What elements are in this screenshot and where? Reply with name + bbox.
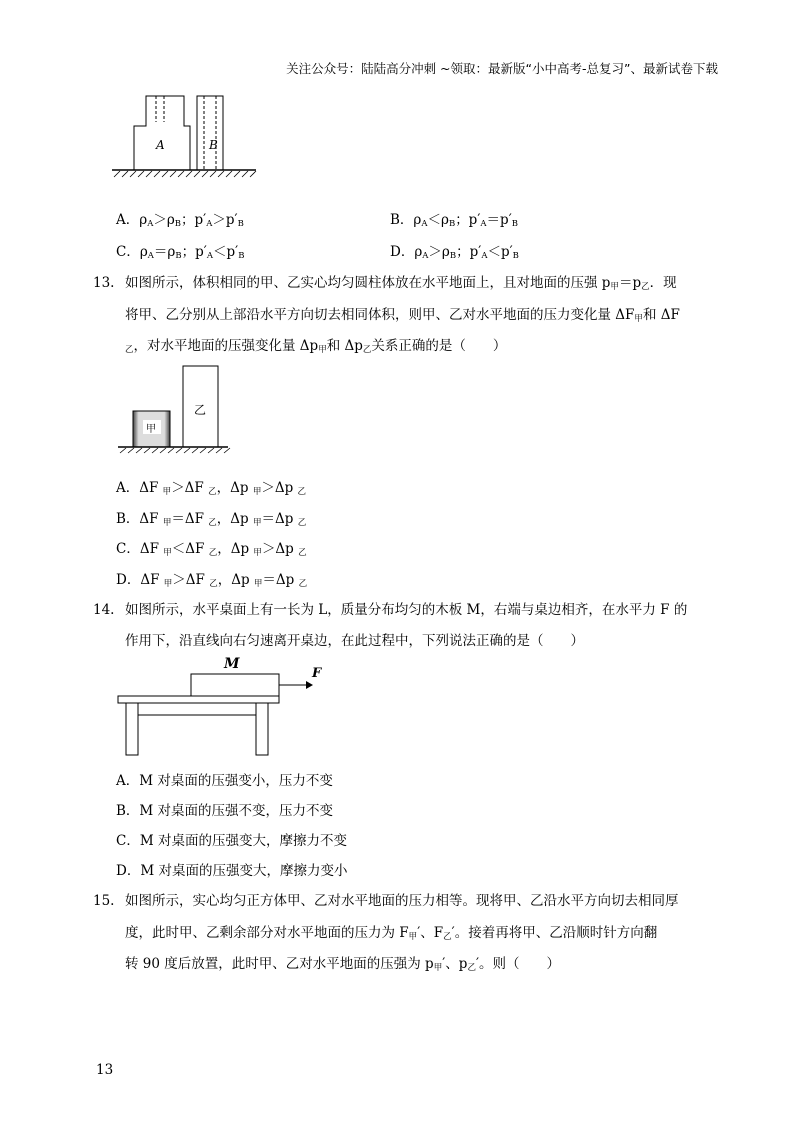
board-m (191, 674, 279, 696)
q13-line-1: 如图所示，体积相同的甲、乙实心均匀圆柱体放在水平地面上，且对地面的压强 $p_甲=p_乙$．现 (125, 275, 677, 292)
block-b-outline (197, 96, 223, 170)
q15-number: 15. (93, 893, 115, 909)
table-leg-left (126, 703, 138, 755)
page-number: 13 (96, 1062, 114, 1078)
page-header: 关注公众号：陆陆高分冲刺 ~领取：最新版“小中高考-总复习”、最新试卷下载 (286, 61, 718, 76)
q14-option-b[interactable]: B．M 对桌面的压强不变，压力不变 (116, 803, 334, 819)
q12-option-c[interactable]: C．$\rho_A=\rho_B$；$p'_A<p'_B$ (116, 244, 245, 261)
q12-option-d[interactable]: D．$\rho_A>\rho_B$；$p'_A<p'_B$ (390, 244, 519, 261)
label-yi: 乙 (194, 403, 207, 417)
q12-option-b[interactable]: B．$\rho_A<\rho_B$；$p'_A=p'_B$ (390, 212, 519, 229)
q13-figure (116, 360, 236, 455)
block-a-outline (134, 96, 190, 170)
q13-number: 13. (93, 275, 115, 291)
q13-option-b[interactable]: B．ΔF $_甲$＝ΔF $_乙$，Δp $_甲$＝Δp $_乙$ (116, 511, 307, 528)
q13-option-a[interactable]: A．ΔF $_甲$＞ΔF $_乙$，Δp $_甲$＞Δp $_乙$ (116, 480, 307, 497)
label-jia: 甲 (146, 424, 156, 435)
q15-line-3: 转 90 度后放置，此时甲、乙对水平地面的压强为 $p_甲'$、$p_乙'$。则（ ） (125, 956, 561, 973)
q14-option-d[interactable]: D．M 对桌面的压强变大，摩擦力变小 (116, 863, 348, 879)
q12-figure (110, 92, 270, 182)
q12-option-a[interactable]: A．$\rho_A>\rho_B$；$p'_A>p'_B$ (116, 212, 244, 229)
q15-line-1: 如图所示，实心均匀正方体甲、乙对水平地面的压力相等。现将甲、乙沿水平方向切去相同厚 (125, 893, 679, 909)
label-f: F (312, 666, 322, 681)
q14-figure (116, 655, 336, 760)
q14-option-c[interactable]: C．M 对桌面的压强变大，摩擦力不变 (116, 833, 347, 849)
q14-line-2: 作用下，沿直线向右匀速离开桌边，在此过程中，下列说法正确的是（ ） (125, 633, 584, 649)
label-b: B (209, 138, 218, 152)
q13-option-d[interactable]: D．ΔF $_甲$＞ΔF $_乙$，Δp $_甲$＝Δp $_乙$ (116, 572, 308, 589)
label-a: A (156, 138, 165, 152)
tabletop (118, 696, 279, 703)
q13-line-2: 将甲、乙分别从上部沿水平方向切去相同体积，则甲、乙对水平地面的压力变化量 $\Delta F_甲$和 ΔF (125, 307, 680, 324)
q14-option-a[interactable]: A．M 对桌面的压强变小，压力不变 (116, 773, 333, 789)
q14-line-1: 如图所示，水平桌面上有一长为 L，质量分布均匀的木板 M，右端与桌边相齐，在水平力 F 的 (125, 602, 688, 618)
q13-option-c[interactable]: C．ΔF $_甲$＜ΔF $_乙$，Δp $_甲$＞Δp $_乙$ (116, 541, 307, 558)
q15-line-2: 度，此时甲、乙剩余部分对水平地面的压力为 $F_甲'$、$F_乙'$。接着再将甲、乙沿顺时针方向翻 (125, 925, 658, 942)
table-leg-right (256, 703, 268, 755)
label-m: M (224, 656, 240, 672)
q14-number: 14. (93, 602, 115, 618)
q13-line-3: $_乙$，对水平地面的压强变化量 $\Delta p_甲$和 $\Delta p_乙$关系正确的是（ ） (125, 338, 507, 355)
